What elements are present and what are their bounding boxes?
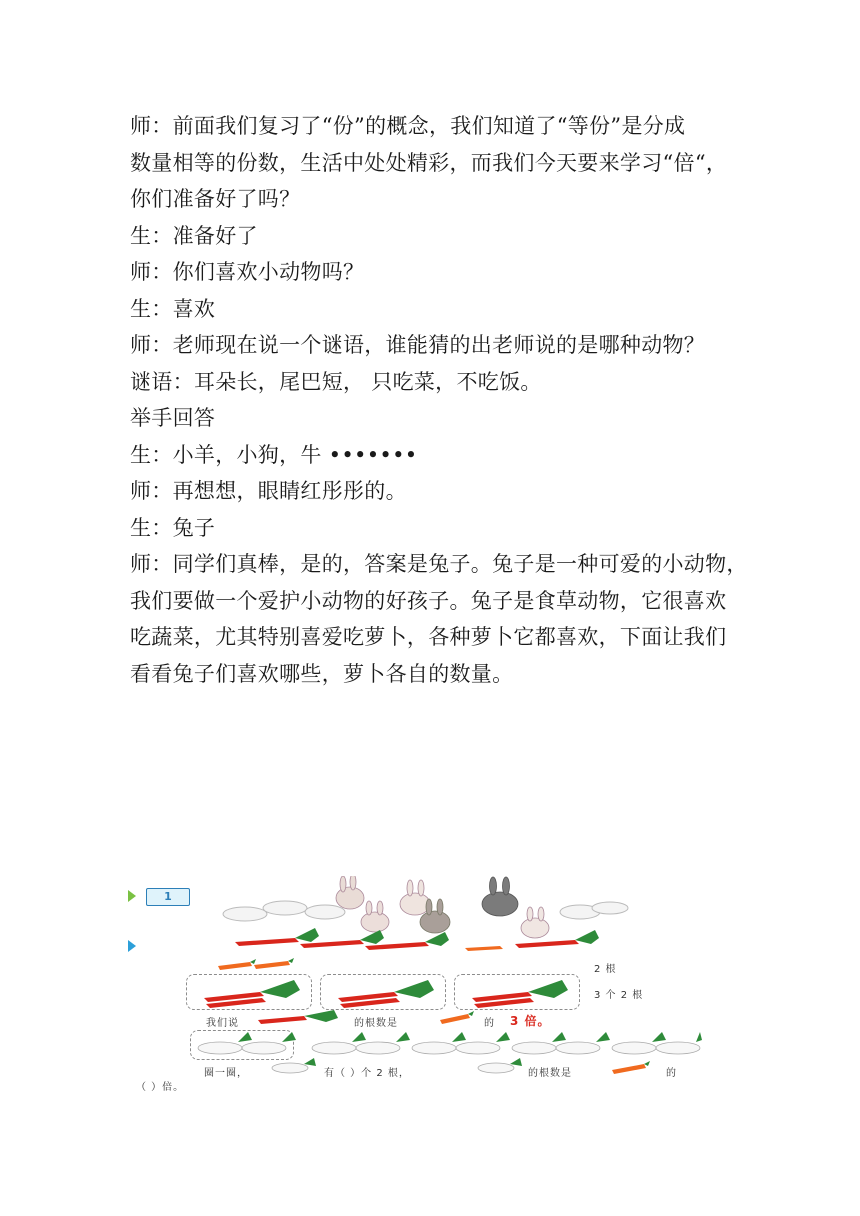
text-line: 生：准备好了 [130,223,258,248]
white-radish-icon [270,1058,320,1074]
rabbit-radish-illustration [120,876,720,1096]
rabbit-icon [336,876,364,909]
circle-it-text: 圈一圈， [204,1068,248,1079]
text-line: 生：喜欢 [130,296,216,321]
text-line: 吃蔬菜，尤其特别喜爱吃萝卜，各种萝卜它都喜欢，下面让我们 [130,625,727,649]
text-line: 谜语：耳朵长，尾巴短， 只吃菜，不吃饭。 [130,369,542,394]
rabbits-scene [215,876,645,956]
text-line: 师：同学们真棒，是的，答案是兔子。兔子是一种可爱的小动物， [130,552,748,576]
text-line: 师：你们喜欢小动物吗？ [130,260,365,284]
text-line: 生：兔子 [130,515,216,540]
carrot-icon [610,1060,654,1076]
has-blank-text: 有（ ）个 2 根， [324,1068,410,1079]
root-count-text-2: 的根数是 [528,1068,572,1079]
carrot-icon [216,956,296,976]
text-line: 举手回答 [130,406,216,430]
example-number-badge: 1 [146,888,190,906]
carrot-icon [438,1010,478,1026]
of-text-2: 的 [666,1068,677,1079]
text-line: 看看兔子们喜欢哪些，萝卜各自的数量。 [130,661,514,686]
text-line: 生：小羊，小狗，牛 ••••••• [130,442,418,467]
blue-triangle-icon [128,940,138,952]
white-radish-icon [194,1030,704,1060]
we-say-text: 我们说 [206,1018,239,1029]
label-two-roots: 2 根 [594,964,617,975]
text-line: 我们要做一个爱护小动物的好孩子。兔子是食草动物，它很喜欢 [130,588,727,613]
text-line: 师：老师现在说一个谜语，谁能猜的出老师说的是哪种动物？ [130,333,706,357]
root-count-text: 的根数是 [354,1018,398,1029]
label-three-twos: 3 个 2 根 [594,990,644,1001]
red-radish-icon [254,1008,344,1028]
text-line: 师：前面我们复习了“份”的概念，我们知道了“等份”是分成 [130,114,686,138]
white-radish-icon [476,1058,526,1074]
lesson-text [130,108,748,692]
text-line: 你们准备好了吗？ [130,187,301,211]
times-blank-text: （ ）倍。 [136,1082,185,1093]
text-line: 数量相等的份数，生活中处处精彩，而我们今天要来学习“倍“， [130,150,728,175]
three-times-text: 3 倍。 [510,1014,551,1028]
green-triangle-icon [128,890,138,902]
red-radish-icon [190,976,580,1008]
text-line: 师：再想想，眼睛红彤彤的。 [130,479,407,503]
of-text: 的 [484,1018,495,1029]
